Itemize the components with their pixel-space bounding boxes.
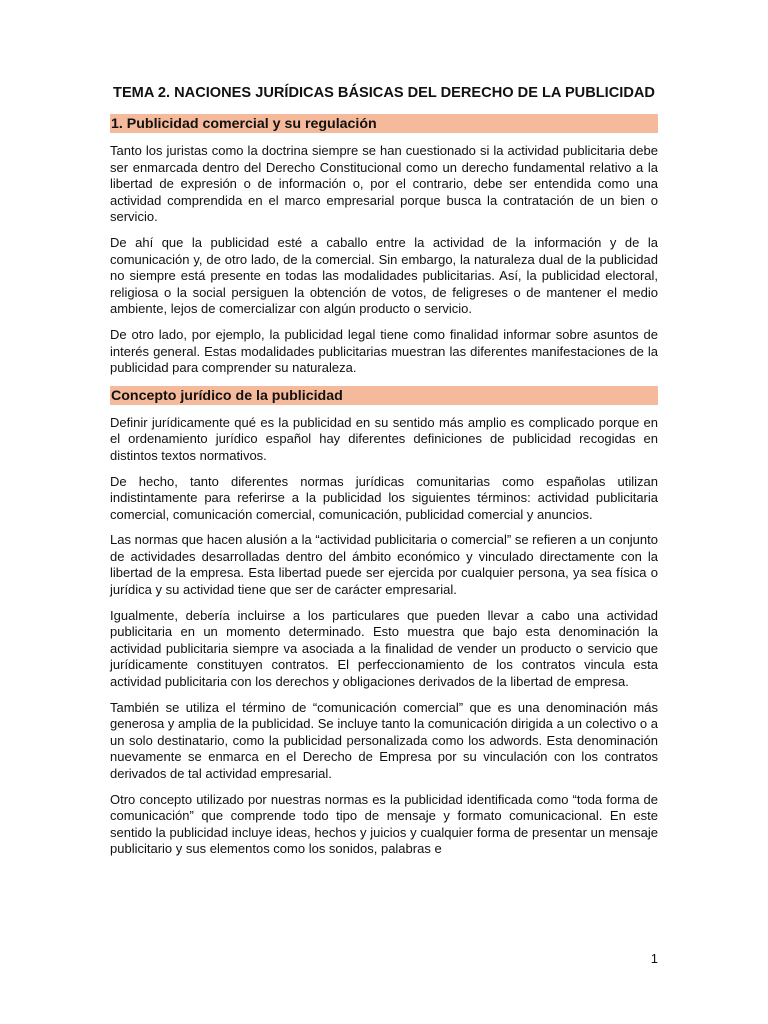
paragraph: Otro concepto utilizado por nuestras normas es la publicidad identificada como “toda forma de comunicación” que comprende todo tipo de mensaje y formato comunicacional. En este sentido la publicidad incluye ideas, hechos y juicios y cualquier forma de presentar un mensaje publicitario y sus elementos como los sonidos, palabras e	[110, 791, 658, 857]
page-content	[110, 84, 658, 867]
paragraph: De hecho, tanto diferentes normas jurídicas comunitarias como españolas utilizan indistintamente para referirse a la publicidad los siguientes términos: actividad publicitaria comercial, comunicación comercial, comunicación, publicidad comercial y anuncios.	[110, 473, 658, 522]
page-number: 1	[650, 951, 658, 966]
document-title: TEMA 2. NACIONES JURÍDICAS BÁSICAS DEL DERECHO DE LA PUBLICIDAD	[113, 85, 655, 101]
section-heading: Concepto jurídico de la publicidad	[110, 386, 658, 405]
paragraph: Definir jurídicamente qué es la publicidad en su sentido más amplio es complicado porque en el ordenamiento jurídico español hay diferentes definiciones de publicidad recogidas en distintos textos normativos.	[110, 414, 658, 463]
section-heading: 1. Publicidad comercial y su regulación	[110, 114, 658, 133]
paragraph: De otro lado, por ejemplo, la publicidad legal tiene como finalidad informar sobre asuntos de interés general. Estas modalidades publicitarias muestran las diferentes manifestaciones de la publicidad para comprender su naturaleza.	[110, 326, 658, 376]
paragraph: También se utiliza el término de “comunicación comercial” que es una denominación más generosa y amplia de la publicidad. Se incluye tanto la comunicación dirigida a un colectivo o a un solo destinatario, como la publicidad personalizada como los adwords. Esta denominación nuevamente se enmarca en el Derecho de Empresa por su vinculación con los contratos derivados de tal actividad empresarial.	[110, 699, 658, 781]
paragraph: Igualmente, debería incluirse a los particulares que pueden llevar a cabo una actividad publicitaria en un momento determinado. Esto muestra que bajo esta denominación la actividad publicitaria siempre va asociada a la finalidad de vender un producto o servicio que jurídicamente constituyen contratos. El perfeccionamiento de los contratos vincula esta actividad publicitaria con los derechos y obligaciones derivados de la libertad de empresa.	[110, 607, 658, 690]
paragraph: Las normas que hacen alusión a la “actividad publicitaria o comercial” se refieren a un conjunto de actividades desarrolladas dentro del ámbito económico y vinculado directamente con la libertad de la empresa. Esta libertad puede ser ejercida por cualquier persona, ya sea física o jurídica y su actividad tiene que ser de carácter empresarial.	[110, 532, 658, 598]
paragraph: De ahí que la publicidad esté a caballo entre la actividad de la información y de la comunicación y, de otro lado, de la comercial. Sin embargo, la naturaleza dual de la publicidad no siempre está presente en todas las modalidades publicitarias. Así, la publicidad electoral, religiosa o la social persiguen la obtención de votos, de feligreses o de mantener el medio ambiente, lejos de comercializar con algún producto o servicio.	[110, 234, 658, 317]
paragraph: Tanto los juristas como la doctrina siempre se han cuestionado si la actividad publicitaria debe ser enmarcada dentro del Derecho Constitucional como un derecho fundamental relativo a la libertad de expresión o de información o, por el contrario, debe ser entendida como una actividad comprendida en el marco empresarial porque busca la contratación de un bien o servicio.	[110, 143, 658, 225]
